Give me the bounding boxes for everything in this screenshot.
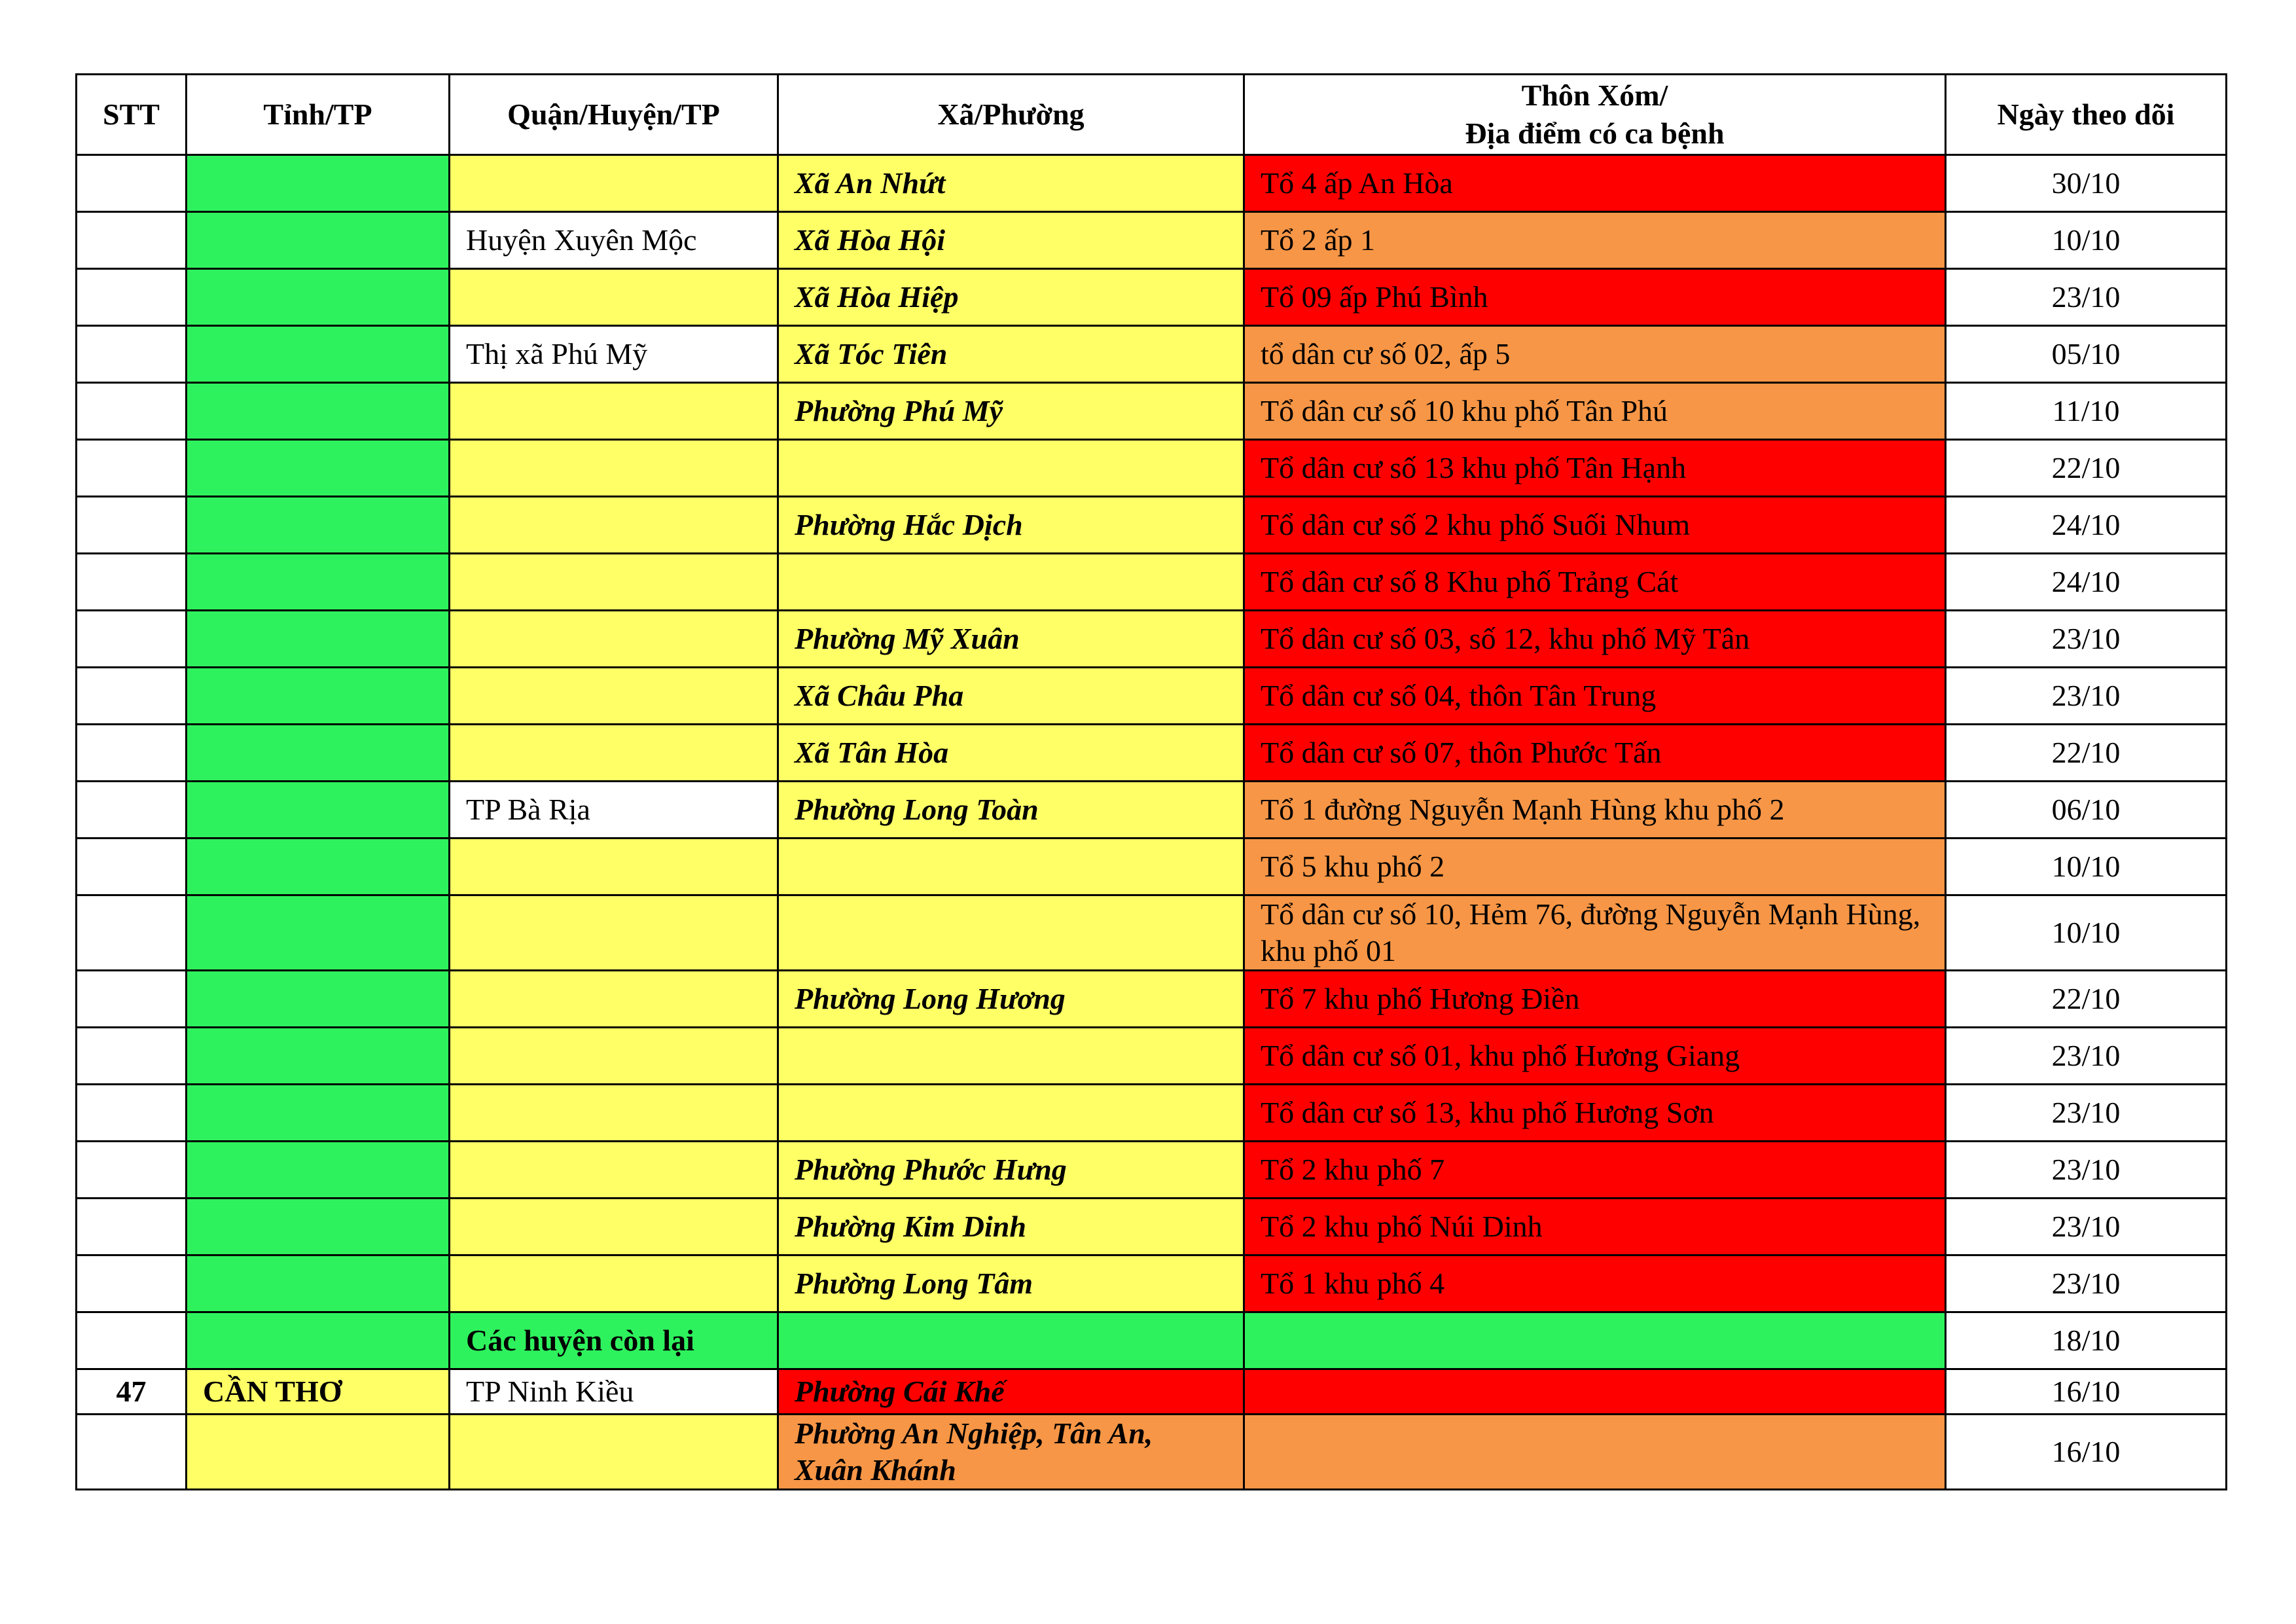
cell-province (187, 1255, 450, 1312)
cell-ward: Phường Kim Dinh (778, 1199, 1244, 1255)
cell-stt (77, 1312, 187, 1369)
table-row (77, 1028, 2227, 1085)
table-row (77, 1199, 2227, 1255)
cell-location (1244, 1312, 1946, 1369)
header-ward: Xã/Phường (778, 75, 1244, 155)
cell-ward: Xã Tóc Tiên (778, 326, 1244, 383)
cell-province (187, 383, 450, 440)
cell-ward: Phường Cái Khế (778, 1369, 1244, 1415)
cell-ward (778, 895, 1244, 971)
cell-province (187, 554, 450, 611)
cell-stt: 47 (77, 1369, 187, 1415)
cell-province (187, 269, 450, 326)
cell-district (450, 1028, 778, 1085)
cell-ward (778, 1085, 1244, 1142)
cell-ward (778, 1312, 1244, 1369)
cell-location: tổ dân cư số 02, ấp 5 (1244, 326, 1946, 383)
cell-location: Tổ dân cư số 04, thôn Tân Trung (1244, 668, 1946, 725)
cell-ward (778, 839, 1244, 895)
cell-location: Tổ dân cư số 8 Khu phố Trảng Cát (1244, 554, 1946, 611)
cell-location: Tổ dân cư số 01, khu phố Hương Giang (1244, 1028, 1946, 1085)
header-province: Tỉnh/TP (187, 75, 450, 155)
table-row (77, 1255, 2227, 1312)
table-row (77, 725, 2227, 782)
header-location-line1: Thôn Xóm/ (1521, 79, 1668, 112)
cell-district (450, 725, 778, 782)
cell-district (450, 554, 778, 611)
cell-stt (77, 1255, 187, 1312)
table-row (77, 383, 2227, 440)
cell-date: 10/10 (1946, 839, 2227, 895)
cell-date: 23/10 (1946, 269, 2227, 326)
cell-province (187, 497, 450, 554)
cell-location: Tổ 4 ấp An Hòa (1244, 155, 1946, 212)
cell-stt (77, 554, 187, 611)
header-district: Quận/Huyện/TP (450, 75, 778, 155)
cell-ward (778, 554, 1244, 611)
cell-province (187, 155, 450, 212)
cell-location: Tổ 2 khu phố 7 (1244, 1142, 1946, 1199)
cell-date: 23/10 (1946, 1085, 2227, 1142)
cell-province (187, 1085, 450, 1142)
table-row (77, 554, 2227, 611)
cell-ward: Xã Hòa Hội (778, 212, 1244, 269)
cell-ward (778, 1028, 1244, 1085)
cell-location: Tổ dân cư số 07, thôn Phước Tấn (1244, 725, 1946, 782)
cell-ward: Phường An Nghiệp, Tân An, Xuân Khánh (778, 1415, 1244, 1490)
cell-location: Tổ dân cư số 10 khu phố Tân Phú (1244, 383, 1946, 440)
table-row (77, 212, 2227, 269)
cell-district (450, 155, 778, 212)
cell-district (450, 895, 778, 971)
cell-ward: Phường Long Hương (778, 971, 1244, 1028)
cell-district: Huyện Xuyên Mộc (450, 212, 778, 269)
table-row (77, 497, 2227, 554)
cell-date: 18/10 (1946, 1312, 2227, 1369)
cell-location: Tổ dân cư số 13, khu phố Hương Sơn (1244, 1085, 1946, 1142)
cell-district (450, 1255, 778, 1312)
cell-ward: Phường Long Toàn (778, 782, 1244, 839)
cell-date: 23/10 (1946, 1255, 2227, 1312)
cell-district (450, 497, 778, 554)
table-row (77, 971, 2227, 1028)
cell-stt (77, 1199, 187, 1255)
cell-stt (77, 440, 187, 497)
cell-date: 30/10 (1946, 155, 2227, 212)
cell-province (187, 839, 450, 895)
cell-ward (778, 440, 1244, 497)
cell-stt (77, 1028, 187, 1085)
table-row (77, 668, 2227, 725)
cell-location: Tổ 5 khu phố 2 (1244, 839, 1946, 895)
cell-district (450, 1142, 778, 1199)
cell-district (450, 1415, 778, 1490)
cell-date: 22/10 (1946, 440, 2227, 497)
cell-stt (77, 212, 187, 269)
table-header-row (77, 75, 2227, 155)
table-row (77, 326, 2227, 383)
cell-date: 16/10 (1946, 1415, 2227, 1490)
cell-date: 24/10 (1946, 554, 2227, 611)
table-row (77, 1415, 2227, 1490)
cell-ward: Xã Châu Pha (778, 668, 1244, 725)
cell-stt (77, 1415, 187, 1490)
cell-ward: Xã An Nhứt (778, 155, 1244, 212)
cell-stt (77, 895, 187, 971)
cell-ward: Phường Mỹ Xuân (778, 611, 1244, 668)
cell-district: Các huyện còn lại (450, 1312, 778, 1369)
cell-province (187, 1028, 450, 1085)
table-row (77, 1142, 2227, 1199)
cell-province (187, 725, 450, 782)
cell-stt (77, 971, 187, 1028)
cell-date: 10/10 (1946, 212, 2227, 269)
cell-province (187, 895, 450, 971)
table-row (77, 440, 2227, 497)
cell-province: CẦN THƠ (187, 1369, 450, 1415)
cell-district (450, 440, 778, 497)
cell-district: TP Bà Rịa (450, 782, 778, 839)
cell-district (450, 383, 778, 440)
cell-stt (77, 611, 187, 668)
cell-date: 16/10 (1946, 1369, 2227, 1415)
cell-stt (77, 155, 187, 212)
table-row (77, 839, 2227, 895)
header-date: Ngày theo dõi (1946, 75, 2227, 155)
table-row (77, 269, 2227, 326)
cell-stt (77, 1142, 187, 1199)
cell-location: Tổ 1 khu phố 4 (1244, 1255, 1946, 1312)
cell-stt (77, 839, 187, 895)
cell-location: Tổ dân cư số 10, Hẻm 76, đường Nguyễn Mạnh Hùng, khu phố 01 (1244, 895, 1946, 971)
cell-ward: Phường Phước Hưng (778, 1142, 1244, 1199)
cell-province (187, 782, 450, 839)
header-location-line2: Địa điểm có ca bệnh (1465, 117, 1725, 150)
cell-location: Tổ dân cư số 13 khu phố Tân Hạnh (1244, 440, 1946, 497)
cell-date: 11/10 (1946, 383, 2227, 440)
cell-stt (77, 725, 187, 782)
cell-province (187, 1312, 450, 1369)
cell-location: Tổ 2 ấp 1 (1244, 212, 1946, 269)
cell-date: 23/10 (1946, 1142, 2227, 1199)
cell-date: 06/10 (1946, 782, 2227, 839)
cell-province (187, 212, 450, 269)
cell-date: 05/10 (1946, 326, 2227, 383)
cell-ward: Phường Hắc Dịch (778, 497, 1244, 554)
cell-date: 23/10 (1946, 668, 2227, 725)
table-row (77, 782, 2227, 839)
cell-ward: Phường Phú Mỹ (778, 383, 1244, 440)
cell-province (187, 668, 450, 725)
cell-district (450, 668, 778, 725)
cell-district (450, 971, 778, 1028)
cell-stt (77, 1085, 187, 1142)
cell-date: 22/10 (1946, 725, 2227, 782)
cell-location: Tổ 09 ấp Phú Bình (1244, 269, 1946, 326)
cell-date: 23/10 (1946, 1028, 2227, 1085)
cell-district (450, 611, 778, 668)
cell-location: Tổ 1 đường Nguyễn Mạnh Hùng khu phố 2 (1244, 782, 1946, 839)
outbreak-table (75, 73, 2227, 1490)
cell-location (1244, 1369, 1946, 1415)
cell-province (187, 1415, 450, 1490)
cell-province (187, 326, 450, 383)
cell-district (450, 269, 778, 326)
cell-stt (77, 383, 187, 440)
cell-stt (77, 668, 187, 725)
cell-location: Tổ dân cư số 2 khu phố Suối Nhum (1244, 497, 1946, 554)
cell-district (450, 1085, 778, 1142)
cell-province (187, 611, 450, 668)
table-row (77, 1085, 2227, 1142)
table-row (77, 895, 2227, 971)
header-stt: STT (77, 75, 187, 155)
cell-province (187, 971, 450, 1028)
cell-date: 24/10 (1946, 497, 2227, 554)
cell-stt (77, 326, 187, 383)
cell-date: 22/10 (1946, 971, 2227, 1028)
cell-location (1244, 1415, 1946, 1490)
cell-stt (77, 782, 187, 839)
cell-province (187, 1142, 450, 1199)
cell-stt (77, 269, 187, 326)
table-row (77, 611, 2227, 668)
cell-stt (77, 497, 187, 554)
header-location (1244, 75, 1946, 155)
cell-district (450, 839, 778, 895)
cell-date: 10/10 (1946, 895, 2227, 971)
table-row (77, 1312, 2227, 1369)
cell-ward: Xã Tân Hòa (778, 725, 1244, 782)
cell-district (450, 1199, 778, 1255)
cell-province (187, 440, 450, 497)
cell-province (187, 1199, 450, 1255)
cell-location: Tổ 7 khu phố Hương Điền (1244, 971, 1946, 1028)
cell-district: TP Ninh Kiều (450, 1369, 778, 1415)
cell-location: Tổ 2 khu phố Núi Dinh (1244, 1199, 1946, 1255)
cell-ward: Xã Hòa Hiệp (778, 269, 1244, 326)
cell-ward: Phường Long Tâm (778, 1255, 1244, 1312)
cell-date: 23/10 (1946, 611, 2227, 668)
cell-location: Tổ dân cư số 03, số 12, khu phố Mỹ Tân (1244, 611, 1946, 668)
table-row (77, 155, 2227, 212)
cell-date: 23/10 (1946, 1199, 2227, 1255)
cell-district: Thị xã Phú Mỹ (450, 326, 778, 383)
table-row (77, 1369, 2227, 1415)
